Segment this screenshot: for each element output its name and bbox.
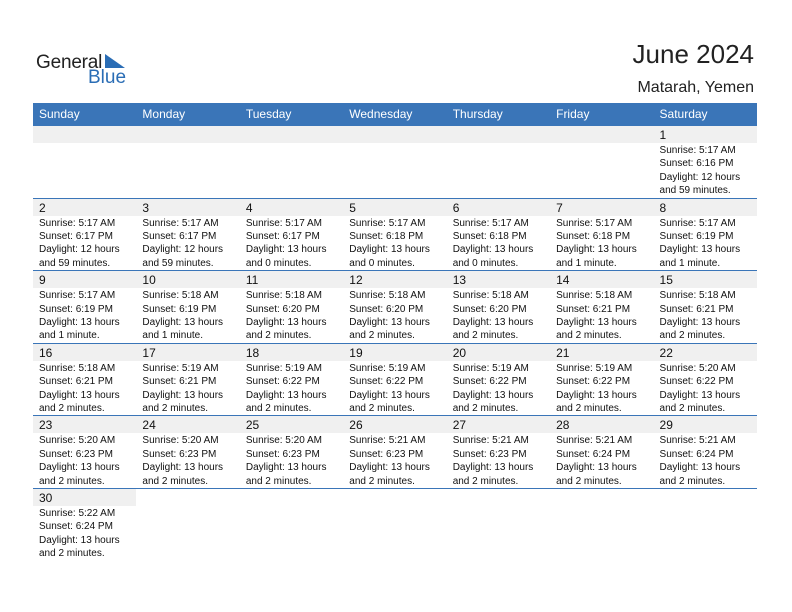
- day-cell: [136, 344, 239, 416]
- day-info: [453, 217, 534, 271]
- day-info: [246, 362, 327, 416]
- empty-day-cell: [550, 126, 653, 198]
- empty-day-cell: [447, 489, 550, 562]
- calendar-grid: [33, 103, 757, 562]
- weekday-saturday: Saturday: [659, 107, 708, 121]
- day-daylight2: and 2 minutes.: [349, 403, 415, 414]
- day-cell: [654, 344, 757, 416]
- day-daylight2: and 2 minutes.: [556, 475, 622, 487]
- day-daylight1: Daylight: 13 hours: [142, 317, 224, 328]
- day-number: 25: [245, 418, 260, 433]
- day-daylight1: Daylight: 13 hours: [39, 462, 120, 474]
- day-info: [246, 217, 327, 271]
- day-sunrise: Sunrise: 5:17 AM: [142, 217, 219, 229]
- day-cell: [240, 344, 343, 416]
- day-sunset: Sunset: 6:17 PM: [142, 231, 217, 242]
- day-number: 4: [245, 200, 253, 215]
- day-daylight1: Daylight: 13 hours: [452, 317, 534, 328]
- day-daylight2: and 1 minute.: [142, 330, 204, 342]
- day-daylight1: Daylight: 13 hours: [39, 389, 120, 401]
- day-info: [142, 434, 223, 488]
- day-daylight1: Daylight: 13 hours: [245, 462, 327, 474]
- day-cell: [33, 271, 136, 343]
- day-number: 29: [659, 418, 673, 433]
- day-number: 11: [245, 273, 259, 288]
- day-daylight1: Daylight: 13 hours: [659, 317, 741, 328]
- day-sunset: Sunset: 6:18 PM: [556, 231, 631, 242]
- day-sunrise: Sunrise: 5:19 AM: [142, 362, 219, 374]
- day-cell: [447, 344, 550, 416]
- day-info: [453, 289, 534, 343]
- day-info: [246, 434, 327, 488]
- day-sunset: Sunset: 6:23 PM: [245, 448, 320, 460]
- day-band: [33, 126, 136, 143]
- day-info: [556, 434, 637, 488]
- day-sunset: Sunset: 6:17 PM: [39, 231, 113, 242]
- day-number: 3: [142, 200, 150, 215]
- day-daylight1: Daylight: 13 hours: [245, 244, 327, 256]
- day-info: [246, 289, 327, 343]
- day-daylight1: Daylight: 13 hours: [556, 317, 637, 328]
- day-daylight1: Daylight: 13 hours: [452, 389, 534, 401]
- day-sunrise: Sunrise: 5:18 AM: [452, 290, 529, 302]
- day-daylight2: and 1 minute.: [659, 257, 721, 269]
- day-daylight1: Daylight: 13 hours: [142, 462, 224, 474]
- day-info: [39, 289, 120, 343]
- day-info: [39, 507, 120, 561]
- day-cell: [447, 199, 550, 271]
- day-cell: [343, 199, 446, 271]
- day-daylight2: and 0 minutes.: [349, 257, 415, 269]
- day-number: 23: [39, 418, 53, 433]
- day-info: [660, 217, 741, 271]
- day-band: [654, 199, 757, 216]
- day-daylight2: and 2 minutes.: [659, 330, 726, 342]
- day-daylight1: Daylight: 13 hours: [142, 389, 224, 401]
- day-band: [343, 126, 446, 143]
- day-daylight2: and 2 minutes.: [556, 403, 622, 414]
- day-number: 28: [556, 418, 570, 433]
- day-sunset: Sunset: 6:23 PM: [349, 448, 424, 460]
- day-daylight2: and 2 minutes.: [245, 403, 312, 414]
- day-info: [39, 434, 120, 488]
- day-cell: [447, 416, 550, 488]
- day-daylight2: and 2 minutes.: [349, 475, 415, 487]
- day-sunrise: Sunrise: 5:20 AM: [659, 362, 736, 374]
- day-cell: [33, 489, 136, 562]
- day-band: [654, 126, 757, 143]
- day-sunset: Sunset: 6:16 PM: [659, 158, 734, 170]
- logo: [36, 50, 136, 90]
- day-number: 27: [452, 418, 467, 433]
- day-daylight1: Daylight: 13 hours: [349, 389, 430, 401]
- day-band: [447, 126, 550, 143]
- day-daylight2: and 59 minutes.: [39, 257, 111, 269]
- weekday-monday: Monday: [142, 107, 186, 121]
- day-daylight1: Daylight: 13 hours: [39, 534, 120, 546]
- day-sunrise: Sunrise: 5:17 AM: [659, 145, 736, 156]
- day-number: 14: [556, 273, 570, 288]
- day-number: 12: [349, 273, 363, 288]
- day-cell: [654, 199, 757, 271]
- day-daylight2: and 2 minutes.: [245, 330, 312, 342]
- day-cell: [654, 271, 757, 343]
- day-daylight1: Daylight: 13 hours: [349, 317, 430, 328]
- day-sunrise: Sunrise: 5:17 AM: [349, 217, 426, 229]
- day-info: [349, 217, 430, 271]
- day-daylight1: Daylight: 13 hours: [556, 462, 637, 474]
- day-cell: [240, 199, 343, 271]
- day-info: [39, 362, 120, 416]
- day-number: 10: [142, 273, 156, 288]
- day-daylight1: Daylight: 13 hours: [659, 389, 741, 401]
- day-cell: [343, 416, 446, 488]
- day-number: 19: [349, 345, 363, 360]
- day-daylight2: and 2 minutes.: [245, 475, 312, 487]
- day-daylight2: and 2 minutes.: [39, 403, 105, 414]
- day-daylight2: and 2 minutes.: [39, 548, 105, 560]
- day-sunrise: Sunrise: 5:17 AM: [245, 217, 322, 229]
- logo-general-text: General: [36, 52, 103, 73]
- day-cell: [240, 271, 343, 343]
- weekday-header: [33, 103, 757, 126]
- day-cell: [550, 344, 653, 416]
- day-sunset: Sunset: 6:19 PM: [39, 303, 113, 315]
- day-band: [240, 126, 343, 143]
- day-info: [660, 362, 741, 416]
- weekday-tuesday: Tuesday: [245, 107, 292, 121]
- day-sunset: Sunset: 6:23 PM: [142, 448, 217, 460]
- day-daylight2: and 2 minutes.: [659, 475, 726, 487]
- day-sunset: Sunset: 6:23 PM: [452, 448, 527, 460]
- day-number: 9: [39, 273, 46, 288]
- weekday-friday: Friday: [556, 107, 590, 121]
- day-band: [550, 126, 653, 143]
- day-daylight2: and 2 minutes.: [452, 403, 519, 414]
- day-sunrise: Sunrise: 5:17 AM: [452, 217, 529, 229]
- day-daylight2: and 2 minutes.: [452, 330, 519, 342]
- day-cell: [33, 344, 136, 416]
- day-sunrise: Sunrise: 5:18 AM: [39, 362, 116, 374]
- day-daylight2: and 2 minutes.: [556, 330, 622, 342]
- day-sunset: Sunset: 6:24 PM: [556, 448, 631, 460]
- day-sunrise: Sunrise: 5:18 AM: [142, 290, 219, 302]
- calendar-week: [33, 271, 757, 344]
- day-band: [447, 199, 550, 216]
- day-info: [142, 289, 223, 343]
- day-daylight1: Daylight: 13 hours: [556, 244, 637, 256]
- day-daylight2: and 0 minutes.: [245, 257, 312, 269]
- day-cell: [343, 271, 446, 343]
- day-number: 30: [39, 490, 53, 505]
- day-sunset: Sunset: 6:21 PM: [142, 376, 217, 388]
- empty-day-cell: [136, 489, 239, 562]
- day-sunrise: Sunrise: 5:19 AM: [245, 362, 322, 374]
- day-cell: [136, 199, 239, 271]
- page-title: June 2024: [632, 39, 754, 69]
- day-sunrise: Sunrise: 5:17 AM: [556, 217, 633, 229]
- day-cell: [33, 199, 136, 271]
- day-cell: [447, 271, 550, 343]
- day-number: 6: [452, 200, 460, 215]
- day-sunrise: Sunrise: 5:19 AM: [556, 362, 633, 374]
- day-sunset: Sunset: 6:22 PM: [659, 376, 734, 388]
- day-number: 18: [245, 345, 260, 360]
- day-band: [343, 199, 446, 216]
- day-number: 21: [556, 345, 570, 360]
- day-cell: [654, 416, 757, 488]
- day-number: 16: [39, 345, 53, 360]
- calendar-week: [33, 344, 757, 417]
- day-cell: [550, 199, 653, 271]
- day-cell: [654, 126, 757, 198]
- day-sunset: Sunset: 6:20 PM: [452, 303, 527, 315]
- day-number: 7: [556, 200, 563, 215]
- day-info: [660, 434, 741, 488]
- day-sunrise: Sunrise: 5:20 AM: [142, 435, 219, 447]
- day-daylight2: and 59 minutes.: [142, 257, 214, 269]
- day-cell: [136, 416, 239, 488]
- day-band: [240, 199, 343, 216]
- day-sunrise: Sunrise: 5:18 AM: [659, 290, 736, 302]
- day-sunrise: Sunrise: 5:17 AM: [659, 217, 736, 229]
- day-sunrise: Sunrise: 5:22 AM: [39, 507, 116, 519]
- day-sunrise: Sunrise: 5:18 AM: [245, 290, 322, 302]
- day-daylight1: Daylight: 13 hours: [452, 244, 534, 256]
- empty-day-cell: [654, 489, 757, 562]
- day-info: [349, 289, 430, 343]
- day-number: 1: [659, 128, 667, 142]
- day-daylight1: Daylight: 13 hours: [452, 462, 534, 474]
- day-band: [33, 271, 136, 288]
- day-info: [349, 362, 430, 416]
- day-sunrise: Sunrise: 5:18 AM: [349, 290, 426, 302]
- weekday-wednesday: Wednesday: [349, 107, 413, 121]
- day-sunrise: Sunrise: 5:18 AM: [556, 290, 633, 302]
- calendar-week: [33, 126, 757, 199]
- day-daylight1: Daylight: 12 hours: [142, 244, 224, 256]
- calendar-week: [33, 199, 757, 272]
- empty-day-cell: [343, 126, 446, 198]
- day-sunrise: Sunrise: 5:21 AM: [659, 435, 736, 447]
- day-cell: [343, 344, 446, 416]
- day-number: 26: [349, 418, 363, 433]
- day-info: [660, 289, 741, 343]
- day-sunset: Sunset: 6:22 PM: [245, 376, 320, 388]
- day-number: 17: [142, 345, 156, 360]
- day-daylight2: and 2 minutes.: [659, 403, 726, 414]
- logo-blue-text: Blue: [88, 67, 127, 88]
- day-number: 24: [142, 418, 156, 433]
- day-sunset: Sunset: 6:22 PM: [556, 376, 631, 388]
- day-daylight1: Daylight: 13 hours: [556, 389, 637, 401]
- day-daylight2: and 0 minutes.: [452, 257, 519, 269]
- day-sunrise: Sunrise: 5:19 AM: [452, 362, 529, 374]
- empty-day-cell: [447, 126, 550, 198]
- day-info: [556, 362, 637, 416]
- day-daylight1: Daylight: 12 hours: [39, 244, 120, 256]
- day-info: [556, 289, 637, 343]
- empty-day-cell: [136, 126, 239, 198]
- day-daylight2: and 2 minutes.: [142, 403, 209, 414]
- day-sunset: Sunset: 6:21 PM: [556, 303, 631, 315]
- day-band: [136, 126, 239, 143]
- day-sunset: Sunset: 6:21 PM: [39, 376, 113, 388]
- day-info: [453, 434, 534, 488]
- day-sunset: Sunset: 6:19 PM: [659, 231, 734, 242]
- day-sunset: Sunset: 6:23 PM: [39, 448, 113, 460]
- day-info: [660, 144, 741, 198]
- day-daylight1: Daylight: 13 hours: [659, 462, 741, 474]
- day-sunset: Sunset: 6:20 PM: [349, 303, 424, 315]
- day-cell: [550, 416, 653, 488]
- weekday-thursday: Thursday: [452, 107, 503, 121]
- day-sunset: Sunset: 6:22 PM: [452, 376, 527, 388]
- day-sunrise: Sunrise: 5:21 AM: [349, 435, 426, 447]
- calendar-weeks: [33, 126, 757, 562]
- day-info: [453, 362, 534, 416]
- day-number: 20: [452, 345, 467, 360]
- day-sunset: Sunset: 6:18 PM: [452, 231, 527, 242]
- empty-day-cell: [33, 126, 136, 198]
- weekday-sunday: Sunday: [39, 107, 80, 121]
- day-daylight2: and 2 minutes.: [349, 330, 415, 342]
- day-band: [136, 199, 239, 216]
- day-sunrise: Sunrise: 5:17 AM: [39, 290, 116, 302]
- day-cell: [550, 271, 653, 343]
- day-daylight2: and 2 minutes.: [142, 475, 209, 487]
- day-sunset: Sunset: 6:24 PM: [39, 521, 113, 533]
- day-sunrise: Sunrise: 5:17 AM: [39, 217, 116, 229]
- day-number: 2: [39, 200, 46, 215]
- day-daylight1: Daylight: 12 hours: [659, 171, 741, 183]
- day-number: 5: [349, 200, 356, 215]
- day-daylight2: and 2 minutes.: [452, 475, 519, 487]
- day-daylight2: and 2 minutes.: [39, 475, 105, 487]
- location-label: Matarah, Yemen: [637, 79, 754, 96]
- day-daylight1: Daylight: 13 hours: [349, 462, 430, 474]
- calendar-week: [33, 489, 757, 562]
- day-cell: [136, 271, 239, 343]
- day-info: [142, 217, 223, 271]
- day-daylight1: Daylight: 13 hours: [245, 317, 327, 328]
- day-sunset: Sunset: 6:20 PM: [245, 303, 320, 315]
- day-cell: [240, 416, 343, 488]
- day-sunset: Sunset: 6:19 PM: [142, 303, 217, 315]
- day-number: 22: [659, 345, 673, 360]
- day-daylight1: Daylight: 13 hours: [349, 244, 430, 256]
- day-daylight2: and 1 minute.: [39, 330, 100, 342]
- day-daylight2: and 59 minutes.: [659, 185, 731, 197]
- day-info: [349, 434, 430, 488]
- day-sunset: Sunset: 6:24 PM: [659, 448, 734, 460]
- logo-triangle-icon: [105, 54, 125, 68]
- day-info: [556, 217, 637, 271]
- empty-day-cell: [240, 126, 343, 198]
- day-sunrise: Sunrise: 5:20 AM: [245, 435, 322, 447]
- calendar-week: [33, 416, 757, 489]
- day-sunset: Sunset: 6:22 PM: [349, 376, 424, 388]
- day-number: 13: [452, 273, 467, 288]
- empty-day-cell: [240, 489, 343, 562]
- day-daylight1: Daylight: 13 hours: [39, 317, 120, 328]
- day-info: [142, 362, 223, 416]
- day-number: 8: [659, 200, 667, 215]
- day-info: [39, 217, 120, 271]
- empty-day-cell: [343, 489, 446, 562]
- day-band: [33, 199, 136, 216]
- empty-day-cell: [550, 489, 653, 562]
- day-sunrise: Sunrise: 5:20 AM: [39, 435, 116, 447]
- day-sunset: Sunset: 6:18 PM: [349, 231, 424, 242]
- day-daylight2: and 1 minute.: [556, 257, 617, 269]
- day-sunrise: Sunrise: 5:21 AM: [556, 435, 633, 447]
- day-cell: [33, 416, 136, 488]
- day-daylight1: Daylight: 13 hours: [659, 244, 741, 256]
- day-sunset: Sunset: 6:17 PM: [245, 231, 320, 242]
- day-sunrise: Sunrise: 5:21 AM: [452, 435, 529, 447]
- day-number: 15: [659, 273, 673, 288]
- day-band: [550, 199, 653, 216]
- day-sunrise: Sunrise: 5:19 AM: [349, 362, 426, 374]
- day-sunset: Sunset: 6:21 PM: [659, 303, 734, 315]
- day-daylight1: Daylight: 13 hours: [245, 389, 327, 401]
